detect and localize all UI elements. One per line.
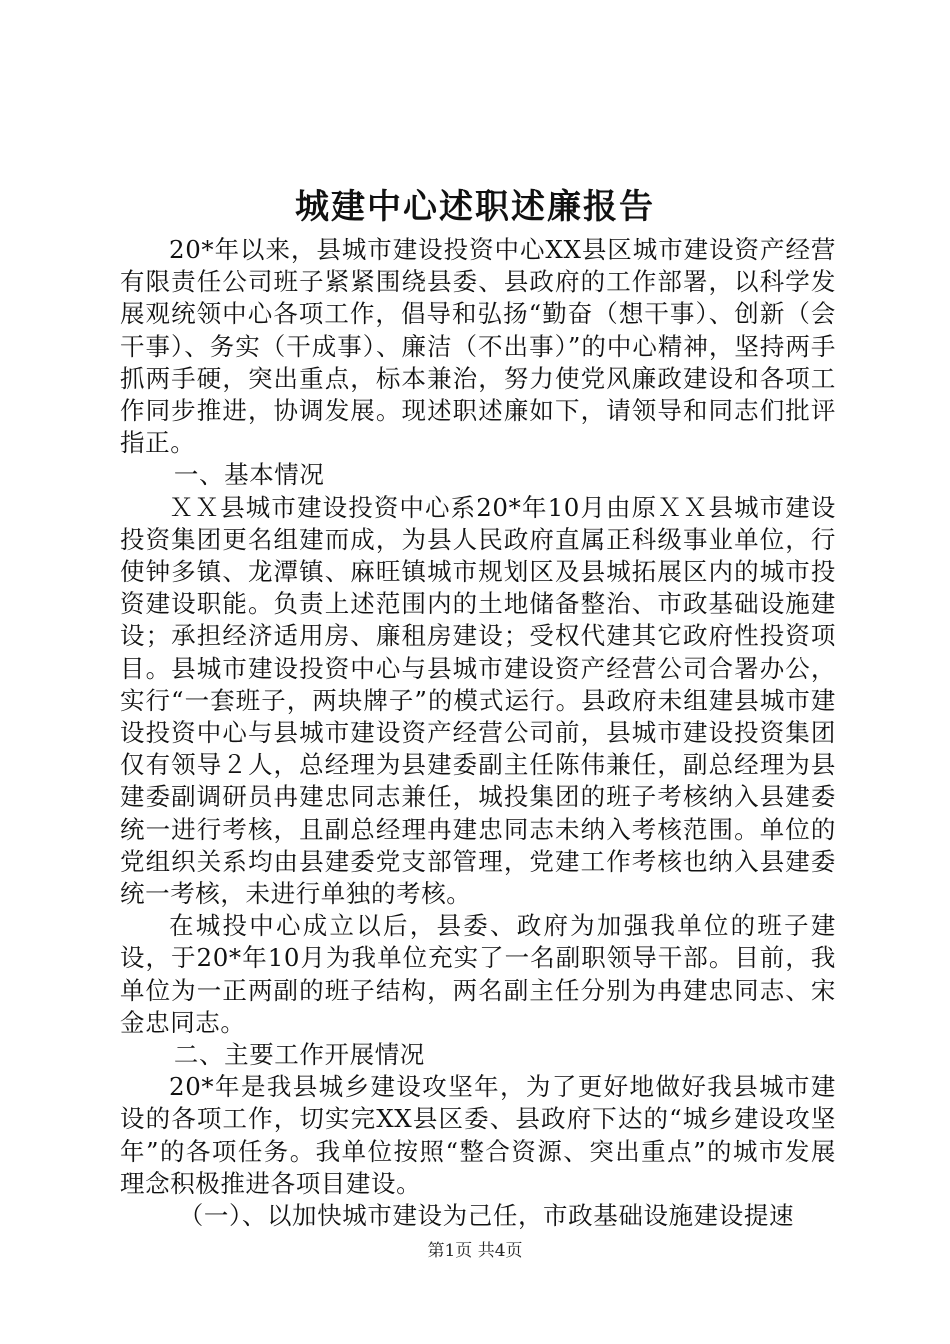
document-title: 城建中心述职述廉报告 (295, 187, 655, 227)
document-body (120, 234, 836, 1232)
page-footer: 第1页 共4页 (427, 1241, 523, 1261)
paragraph-intro: 20*年以来，县城市建设投资中心XX县区城市建设资产经营有限责任公司班子紧紧围绕县委、县政府的工作部署，以科学发展观统领中心各项工作，倡导和弘扬“勤奋（想干事）、创新（会干事）、务实（干成事）、廉洁（不出事）”的中心精神，坚持两手抓两手硬，突出重点，标本兼治，努力使党风廉政建设和各项工作同步推进，协调发展。现述职述廉如下，请领导和同志们批评指正。 (120, 235, 836, 458)
paragraph-main-work: 20*年是我县城乡建设攻坚年，为了更好地做好我县城市建设的各项工作，切实完XX县区委、县政府下达的“城乡建设攻坚年”的各项任务。我单位按照“整合资源、突出重点”的城市发展理念积极推进各项目建设。 (120, 1072, 836, 1198)
paragraph-basic-situation: ＸＸ县城市建设投资中心系20*年10月由原ＸＸ县城市建设投资集团更名组建而成，为县人民政府直属正科级事业单位，行使钟多镇、龙潭镇、麻旺镇城市规划区及县城拓展区内的城市投资建设职能。负责上述范围内的土地储备整治、市政基础设施建设；承担经济适用房、廉租房建设；受权代建其它政府性投资项目。县城市建设投资中心与县城市建设资产经营公司合署办公，实行“一套班子，两块牌子”的模式运行。县政府未组建县城市建设投资中心与县城市建设资产经营公司前，县城市建设投资集团仅有领导２人，总经理为县建委副主任陈伟兼任，副总经理为县建委副调研员冉建忠同志兼任，城投集团的班子考核纳入县建委统一进行考核，且副总经理冉建忠同志未纳入考核范围。单位的党组织关系均由县建委党支部管理，党建工作考核也纳入县建委统一考核，未进行单独的考核。 (120, 492, 836, 909)
section-heading-basic-situation: 一、基本情况 (173, 460, 325, 490)
subsection-heading-infrastructure: （一）、以加快城市建设为己任，市政基础设施建设提速 (178, 1201, 795, 1231)
paragraph-leadership: 在城投中心成立以后，县委、政府为加强我单位的班子建设，于20*年10月为我单位充实了一名副职领导干部。目前，我单位为一正两副的班子结构，两名副主任分别为冉建忠同志、宋金忠同志。 (120, 911, 836, 1037)
section-heading-main-work: 二、主要工作开展情况 (173, 1040, 425, 1070)
